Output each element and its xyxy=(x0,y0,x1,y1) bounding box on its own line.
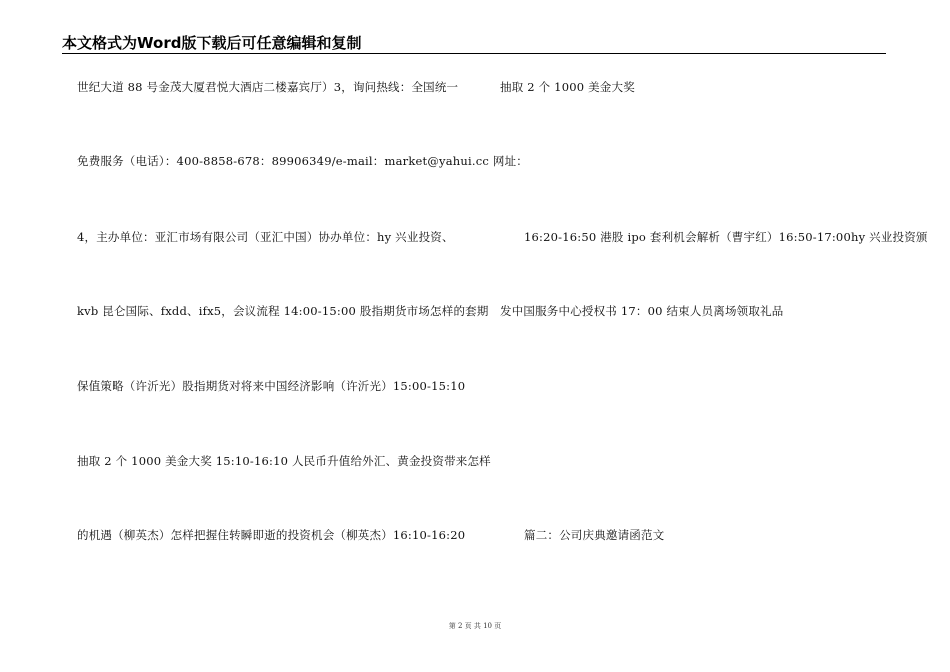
section-heading: 篇二：公司庆典邀请函范文 xyxy=(524,528,665,542)
body-text-line: 免费服务（电话）：400-8858-678：89906349/e-mail：market@yahui.cc 网址： xyxy=(77,154,528,168)
body-text-line: 4，主办单位：亚汇市场有限公司（亚汇中国）协办单位：hy 兴业投资、 xyxy=(77,230,454,244)
page-number-footer: 第 2 页 共 10 页 xyxy=(448,622,502,630)
document-header-title: 本文格式为Word版下载后可任意编辑和复制 xyxy=(62,34,362,52)
body-text-line: kvb 昆仑国际、fxdd、ifx5，会议流程 14:00-15:00 股指期货市场怎样的套期 xyxy=(77,304,489,318)
body-text-line: 世纪大道 88 号金茂大厦君悦大酒店二楼嘉宾厅）3，询问热线：全国统一 xyxy=(77,80,459,94)
body-text-line: 16:20-16:50 港股 ipo 套利机会解析（曹宇红）16:50-17:00hy 兴业投资颁 xyxy=(524,230,928,244)
body-text-line: 抽取 2 个 1000 美金大奖 15:10-16:10 人民币升值给外汇、黄金投资带来怎样 xyxy=(77,454,491,468)
page-header xyxy=(62,34,886,56)
header-divider xyxy=(62,53,886,54)
body-text-line: 抽取 2 个 1000 美金大奖 xyxy=(500,80,635,94)
body-text-line: 保值策略（许沂光）股指期货对将来中国经济影响（许沂光）15:00-15:10 xyxy=(77,379,466,393)
body-text-line: 发中国服务中心授权书 17：00 结束人员离场领取礼品 xyxy=(500,304,784,318)
body-text-line: 的机遇（柳英杰）怎样把握住转瞬即逝的投资机会（柳英杰）16:10-16:20 xyxy=(77,528,466,542)
